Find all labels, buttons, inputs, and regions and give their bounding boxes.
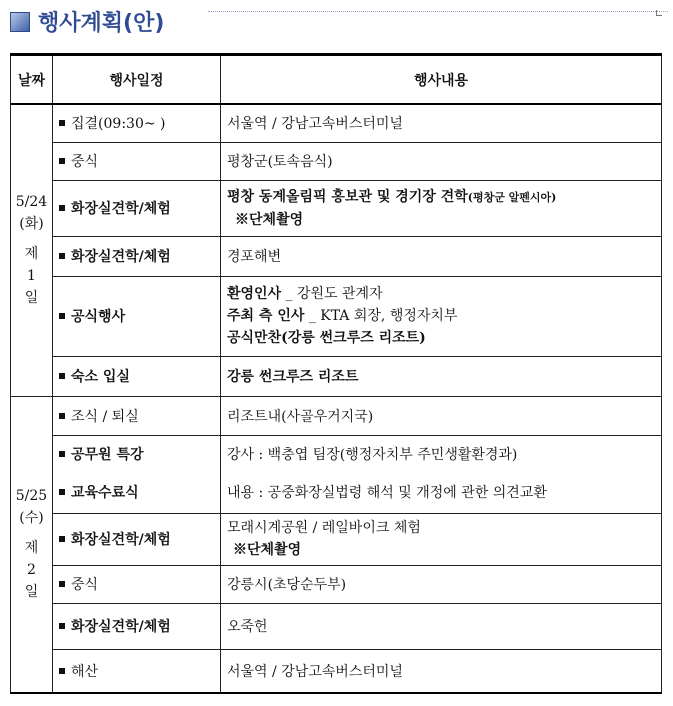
table-row: [11, 356, 662, 396]
content-cell: [221, 435, 662, 513]
table-row: [11, 649, 662, 693]
header-content: 행사내용: [221, 55, 662, 105]
bullet-icon: [59, 536, 65, 542]
header-date: 날짜: [11, 55, 53, 105]
content-text: 내용 : 공중화장실법령 해석 및 개정에 관한 의견교환: [227, 485, 547, 501]
content-cell: [221, 356, 662, 396]
event-plan-table: [10, 53, 662, 694]
date-line: (화): [19, 216, 44, 233]
schedule-label: 화장실견학/체험: [71, 619, 171, 635]
content-text: 평창 동계올림픽 홍보관 및 경기장 견학: [227, 188, 468, 205]
schedule-cell: [53, 565, 221, 603]
table-row: [11, 565, 662, 603]
schedule-cell: [53, 180, 221, 236]
schedule-cell: [53, 603, 221, 649]
schedule-label: 화장실견학/체험: [71, 249, 171, 265]
table-header-row: [11, 55, 662, 105]
page-title: 행사계획(안): [38, 11, 165, 36]
content-cell: [221, 104, 662, 142]
bullet-icon: [59, 451, 65, 457]
schedule-cell: [53, 236, 221, 276]
content-text: 모래시계공원 / 레일바이크 체험: [227, 520, 421, 536]
content-text: 경포해변: [227, 249, 282, 265]
content-note: (평창군 알펜시아): [467, 190, 557, 204]
bullet-icon: [59, 413, 65, 419]
schedule-cell: [53, 649, 221, 693]
date-line: 제: [24, 540, 39, 557]
corner-mark-icon: [656, 10, 662, 16]
table-row: [11, 142, 662, 180]
schedule-label: 공식행사: [71, 309, 126, 325]
date-line: 일: [24, 584, 39, 601]
content-text: _ KTA 회장, 행정자치부: [304, 308, 458, 324]
schedule-cell: [53, 396, 221, 435]
content-cell: [221, 565, 662, 603]
date-line: 5/24: [15, 194, 48, 211]
content-cell: [221, 649, 662, 693]
bullet-icon: [59, 489, 65, 495]
content-text: 오죽헌: [227, 619, 268, 635]
content-bold: 환영인사: [227, 286, 282, 302]
table-row: [11, 276, 662, 356]
table-row: [11, 396, 662, 435]
bullet-icon: [59, 668, 65, 674]
schedule-label: 집결(09:30~ ): [71, 116, 166, 133]
bullet-icon: [59, 158, 65, 164]
content-cell: [221, 142, 662, 180]
schedule-label: 중식: [71, 154, 99, 170]
schedule-cell: [53, 435, 221, 513]
content-bold: 공식만찬(강릉 썬크루즈 리조트): [227, 330, 426, 346]
bullet-icon: [59, 253, 65, 259]
schedule-label: 화장실견학/체험: [71, 201, 171, 217]
content-extra: ※단체촬영: [235, 211, 304, 228]
date-cell-day1: [11, 104, 53, 396]
bullet-icon: [59, 373, 65, 379]
schedule-cell: [53, 513, 221, 565]
page-title-bar: [8, 4, 668, 34]
table-row: [11, 180, 662, 236]
date-line: 일: [24, 290, 39, 307]
table-row: [11, 513, 662, 565]
date-line: 5/25: [15, 488, 48, 505]
table-row: [11, 236, 662, 276]
schedule-label: 해산: [71, 663, 99, 680]
schedule-cell: [53, 142, 221, 180]
schedule-label: 공무원 특강: [71, 447, 144, 463]
content-cell: [221, 276, 662, 356]
bullet-square-icon: [10, 12, 30, 32]
content-cell: [221, 513, 662, 565]
schedule-label: 조식 / 퇴실: [71, 408, 139, 425]
schedule-label: 화장실견학/체험: [71, 532, 171, 548]
bullet-icon: [59, 313, 65, 319]
date-line: (수): [19, 510, 44, 527]
bullet-icon: [59, 120, 65, 126]
content-text: 강릉 썬크루즈 리조트: [227, 369, 359, 385]
bullet-icon: [59, 623, 65, 629]
schedule-cell: [53, 276, 221, 356]
date-line: 1: [27, 268, 36, 285]
table-row: [11, 104, 662, 142]
content-text: 리조트내(사골우거지국): [227, 408, 374, 425]
schedule-label: 숙소 입실: [71, 369, 130, 385]
schedule-cell: [53, 104, 221, 142]
content-text: 평창군(토속음식): [227, 154, 333, 170]
table-row: [11, 435, 662, 513]
header-schedule: 행사일정: [53, 55, 221, 105]
title-divider: [208, 11, 668, 12]
bullet-icon: [59, 205, 65, 211]
table-row: [11, 603, 662, 649]
date-line: 2: [27, 562, 36, 579]
content-cell: [221, 236, 662, 276]
date-line: 제: [24, 246, 39, 263]
content-text: _ 강원도 관계자: [281, 286, 383, 302]
content-cell: [221, 180, 662, 236]
schedule-cell: [53, 356, 221, 396]
content-bold: 주최 측 인사: [227, 308, 305, 324]
schedule-label: 교육수료식: [71, 485, 139, 501]
date-cell-day2: [11, 396, 53, 693]
content-text: 서울역 / 강남고속버스터미널: [227, 663, 403, 680]
bullet-icon: [59, 581, 65, 587]
schedule-label: 중식: [71, 577, 99, 593]
content-text: 서울역 / 강남고속버스터미널: [227, 116, 403, 133]
content-cell: [221, 396, 662, 435]
content-cell: [221, 603, 662, 649]
content-text: 강릉시(초당순두부): [227, 577, 347, 593]
content-text: 강사 : 백충엽 팀장(행정자치부 주민생활환경과): [227, 447, 518, 463]
content-extra: ※단체촬영: [233, 542, 302, 558]
